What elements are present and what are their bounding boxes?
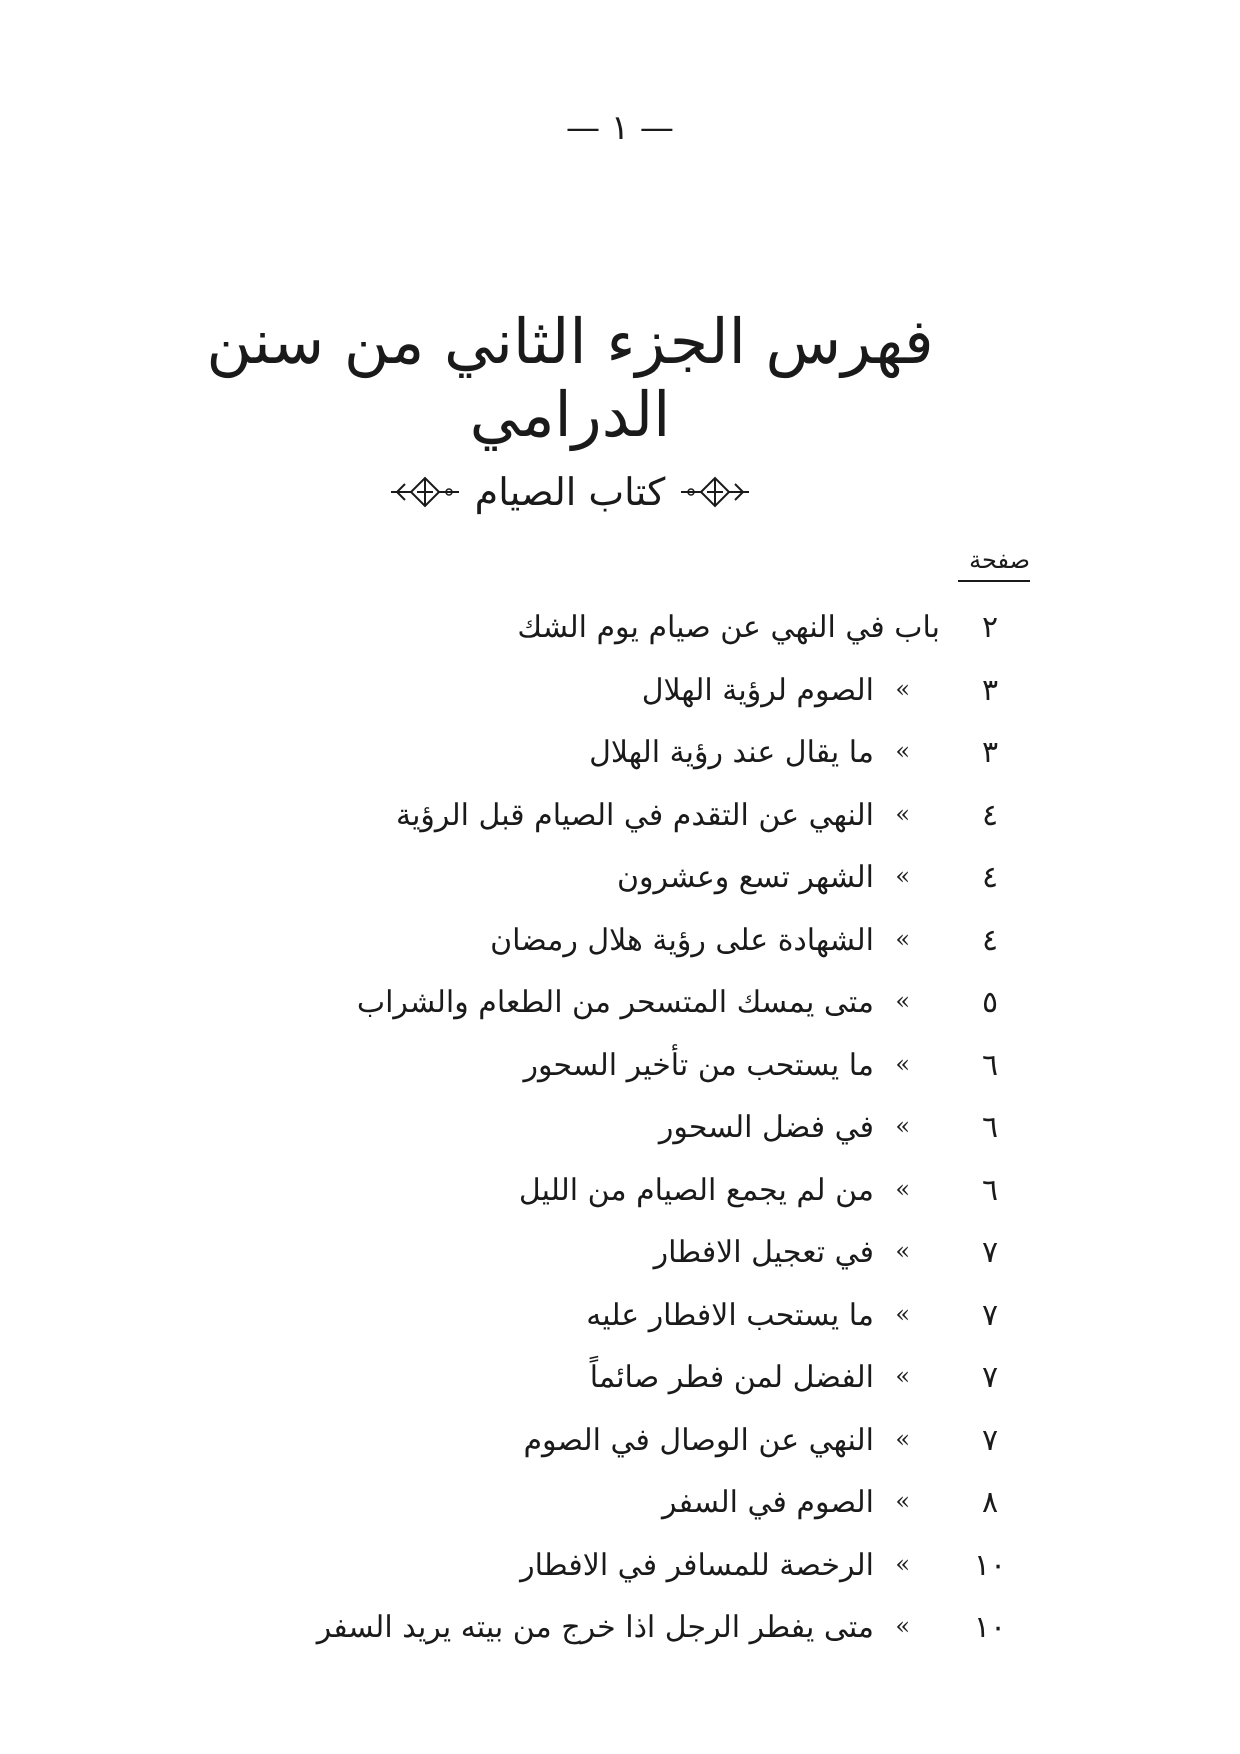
ditto-mark: » <box>895 862 910 890</box>
ditto-mark: » <box>895 1237 910 1265</box>
toc-entry-title: الرخصة للمسافر في الافطار <box>520 1547 874 1583</box>
toc-entry-title: الشهر تسع وعشرون <box>617 860 874 895</box>
toc-page-number: ٤ <box>981 860 999 895</box>
toc-entry-title: متى يمسك المتسحر من الطعام والشراب <box>356 985 874 1020</box>
toc-row <box>0 985 1240 1048</box>
toc-entry-title: ما يقال عند رؤية الهلال <box>589 735 874 770</box>
toc-entry-title: النهي عن التقدم في الصيام قبل الرؤية <box>395 797 874 833</box>
toc-page-number: ٦ <box>981 1110 999 1145</box>
toc-row <box>0 1110 1240 1173</box>
ditto-mark: » <box>895 1112 910 1140</box>
ditto-mark: » <box>895 1299 910 1328</box>
toc-row <box>0 610 1240 673</box>
toc-row <box>0 923 1240 986</box>
book-heading-text: كتاب الصيام <box>474 470 666 514</box>
toc-page-number: ٧ <box>981 1297 999 1333</box>
toc-row <box>0 1235 1240 1298</box>
toc-list <box>0 610 1240 1673</box>
ditto-mark: » <box>895 674 910 703</box>
toc-page-number: ٤ <box>981 797 999 833</box>
toc-page-number: ٨ <box>981 1485 999 1520</box>
toc-entry-title: من لم يجمع الصيام من الليل <box>518 1172 874 1208</box>
toc-page-number: ٣ <box>981 735 999 770</box>
ornament-right-icon <box>679 470 751 514</box>
ditto-mark: » <box>895 987 910 1015</box>
ditto-mark: » <box>895 1362 910 1390</box>
toc-page-number: ١٠ <box>973 1547 1007 1583</box>
toc-row <box>0 798 1240 861</box>
toc-row <box>0 1360 1240 1423</box>
ditto-mark: » <box>895 1049 910 1078</box>
toc-entry-title: الصوم في السفر <box>662 1485 874 1520</box>
toc-row <box>0 1610 1240 1673</box>
ornament-left-icon <box>389 470 461 514</box>
ditto-mark: » <box>895 1487 910 1515</box>
toc-page-number: ٧ <box>981 1360 999 1395</box>
toc-row <box>0 1548 1240 1611</box>
toc-entry-title: في تعجيل الافطار <box>653 1235 874 1270</box>
toc-row <box>0 860 1240 923</box>
toc-entry-title: الشهادة على رؤية هلال رمضان <box>490 922 874 958</box>
toc-page-number: ٤ <box>981 922 999 958</box>
toc-entry-title: ما يستحب الافطار عليه <box>586 1297 874 1333</box>
toc-page-number: ٥ <box>981 985 999 1020</box>
toc-page-number: ١٠ <box>973 1610 1007 1645</box>
toc-page-number: ٦ <box>981 1047 999 1083</box>
toc-entry-title: الفضل لمن فطر صائماً <box>589 1360 874 1395</box>
ditto-mark: » <box>895 1424 910 1453</box>
book-heading <box>360 462 780 522</box>
toc-row <box>0 1485 1240 1548</box>
toc-entry-title: باب في النهي عن صيام يوم الشك <box>517 610 940 645</box>
toc-entry-title: النهي عن الوصال في الصوم <box>523 1422 874 1458</box>
toc-page-number: ٣ <box>981 672 999 708</box>
toc-entry-title: في فضل السحور <box>658 1110 874 1145</box>
page-title: فهرس الجزء الثاني من سنن الدرامي <box>206 305 934 451</box>
ditto-mark: » <box>895 1612 910 1640</box>
toc-page-number: ٢ <box>981 610 999 645</box>
toc-row <box>0 1048 1240 1111</box>
page-number: — ١ — <box>566 108 674 148</box>
toc-row <box>0 1173 1240 1236</box>
ditto-mark: » <box>895 1549 910 1578</box>
page-column-header: صفحة <box>958 546 1030 582</box>
ditto-mark: » <box>895 924 910 953</box>
toc-page-number: ٧ <box>981 1422 999 1458</box>
toc-row <box>0 1423 1240 1486</box>
toc-row <box>0 1298 1240 1361</box>
toc-row <box>0 673 1240 736</box>
toc-row <box>0 735 1240 798</box>
ditto-mark: » <box>895 1174 910 1203</box>
ditto-mark: » <box>895 737 910 765</box>
toc-entry-title: الصوم لرؤية الهلال <box>641 672 874 708</box>
toc-page-number: ٦ <box>981 1172 999 1208</box>
toc-entry-title: متى يفطر الرجل اذا خرج من بيته يريد السفر <box>316 1610 874 1645</box>
toc-entry-title: ما يستحب من تأخير السحور <box>523 1047 874 1083</box>
ditto-mark: » <box>895 799 910 828</box>
toc-page-number: ٧ <box>981 1235 999 1270</box>
